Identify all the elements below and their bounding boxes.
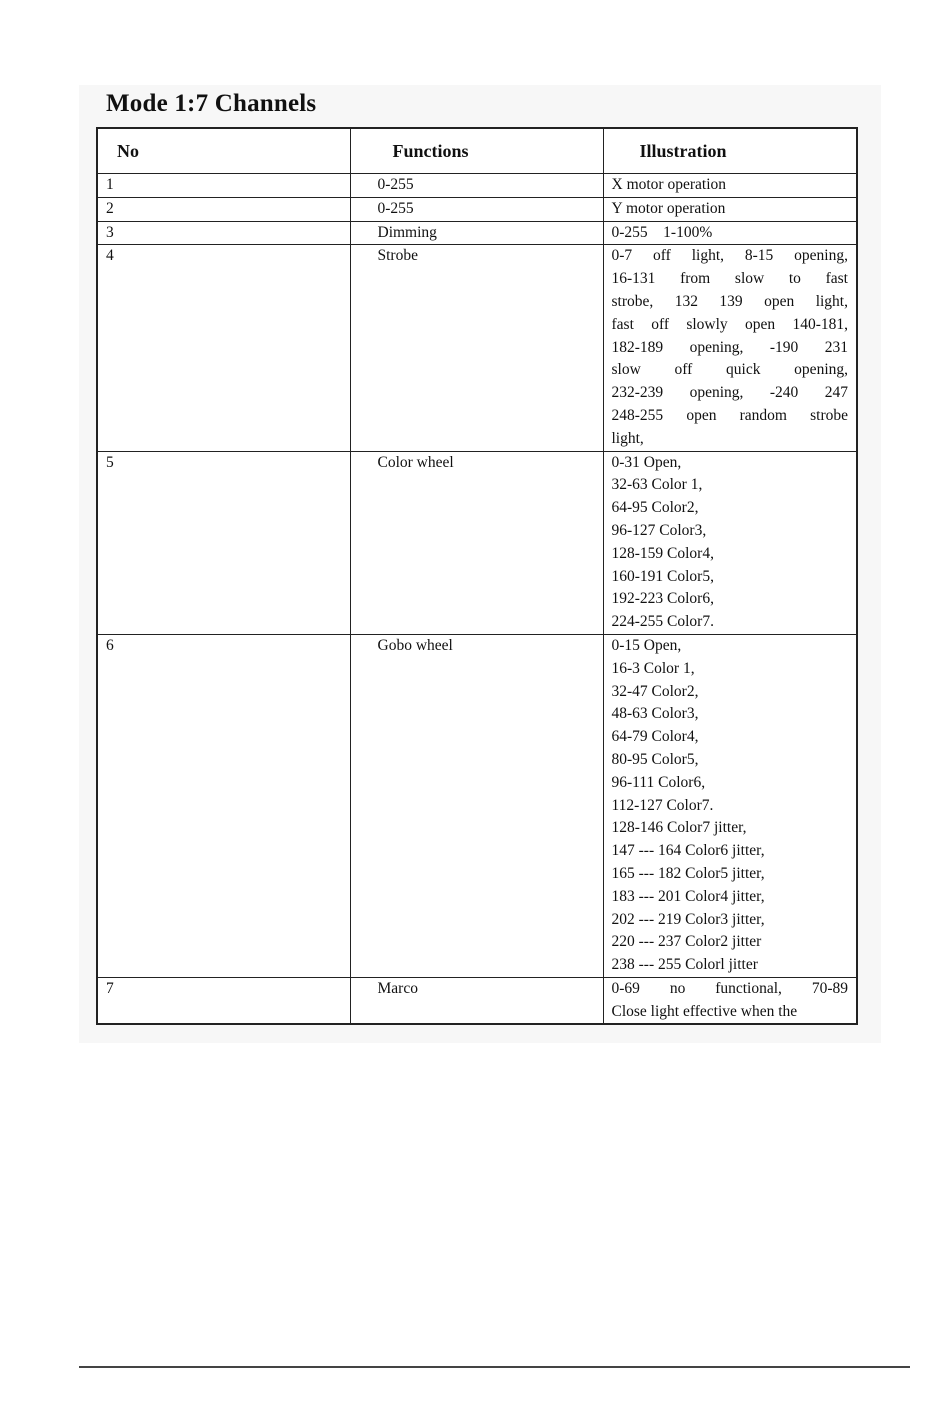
cell-no: 5 (97, 451, 350, 634)
illustration-line: 192-223 Color6, (611, 590, 714, 608)
illustration-line: 202 --- 219 Color3 jitter, (611, 910, 765, 928)
illustration-line: 48-63 Color3, (611, 705, 699, 723)
table-row (97, 451, 857, 634)
illustration-line: 0-15 Open, (611, 636, 682, 654)
cell-illustration (603, 197, 857, 221)
illustration-line: light, (611, 429, 644, 447)
table-row (97, 197, 857, 221)
illustration-line: 96-127 Color3, (611, 521, 707, 539)
cell-function: Gobo wheel (350, 634, 603, 977)
illustration-line: 165 --- 182 Color5 jitter, (611, 864, 765, 882)
channel-table (96, 127, 858, 1025)
cell-function: Dimming (350, 221, 603, 245)
cell-illustration (603, 221, 857, 245)
cell-illustration (603, 451, 857, 634)
illustration-line: 0-69 no functional, 70-89 (611, 979, 848, 997)
illustration-line: 128-146 Color7 jitter, (611, 819, 747, 837)
table-row (97, 174, 857, 198)
illustration-line: 80-95 Color5, (611, 750, 699, 768)
cell-no: 2 (97, 197, 350, 221)
header-no: No (97, 128, 350, 174)
cell-illustration (603, 634, 857, 977)
footer-divider (79, 1366, 910, 1368)
header-functions: Functions (350, 128, 603, 174)
illustration-line: 238 --- 255 Colorl jitter (611, 956, 758, 974)
illustration-line: 147 --- 164 Color6 jitter, (611, 842, 765, 860)
illustration-line: 32-47 Color2, (611, 682, 699, 700)
table-row (97, 221, 857, 245)
illustration-line: 16-3 Color 1, (611, 659, 695, 677)
illustration-line: 96-111 Color6, (611, 773, 706, 791)
cell-function: 0-255 (350, 174, 603, 198)
illustration-line: Y motor operation (611, 199, 726, 217)
illustration-line: 0-31 Open, (611, 453, 682, 471)
cell-no: 3 (97, 221, 350, 245)
page-title: Mode 1:7 Channels (106, 90, 317, 117)
cell-function: 0-255 (350, 197, 603, 221)
illustration-line: 232-239 opening, -240 247 (611, 384, 848, 402)
table-header-row (97, 128, 857, 174)
cell-function: Marco (350, 977, 603, 1024)
illustration-line: slow off quick opening, (611, 361, 848, 379)
illustration-line: 0-255 1-100% (611, 223, 713, 241)
cell-illustration (603, 245, 857, 451)
cell-no: 6 (97, 634, 350, 977)
illustration-line: Close light effective when the (611, 1002, 798, 1020)
table-row (97, 245, 857, 451)
cell-no: 1 (97, 174, 350, 198)
illustration-line: 32-63 Color 1, (611, 476, 703, 494)
illustration-line: 16-131 from slow to fast (611, 270, 848, 288)
illustration-line: 112-127 Color7. (611, 796, 714, 814)
illustration-line: X motor operation (611, 176, 727, 193)
illustration-line: 0-7 off light, 8-15 opening, (611, 247, 848, 265)
header-illustration: Illustration (603, 128, 857, 174)
illustration-line: 224-255 Color7. (611, 613, 714, 631)
illustration-line: 64-79 Color4, (611, 728, 699, 746)
illustration-line: 220 --- 237 Color2 jitter (611, 933, 762, 951)
cell-function: Color wheel (350, 451, 603, 634)
table-body (97, 174, 857, 1025)
illustration-line: 183 --- 201 Color4 jitter, (611, 887, 765, 905)
illustration-line: 128-159 Color4, (611, 544, 714, 562)
illustration-line: 182-189 opening, -190 231 (611, 338, 848, 356)
cell-no: 4 (97, 245, 350, 451)
table-row (97, 634, 857, 977)
illustration-line: fast off slowly open 140-181, (611, 315, 848, 333)
cell-no: 7 (97, 977, 350, 1024)
illustration-line: 64-95 Color2, (611, 499, 699, 517)
illustration-line: 248-255 open random strobe (611, 406, 848, 424)
illustration-line: strobe, 132 139 open light, (611, 292, 848, 310)
cell-function: Strobe (350, 245, 603, 451)
cell-illustration (603, 977, 857, 1024)
cell-illustration (603, 174, 857, 198)
illustration-line: 160-191 Color5, (611, 567, 714, 585)
table-row (97, 977, 857, 1024)
